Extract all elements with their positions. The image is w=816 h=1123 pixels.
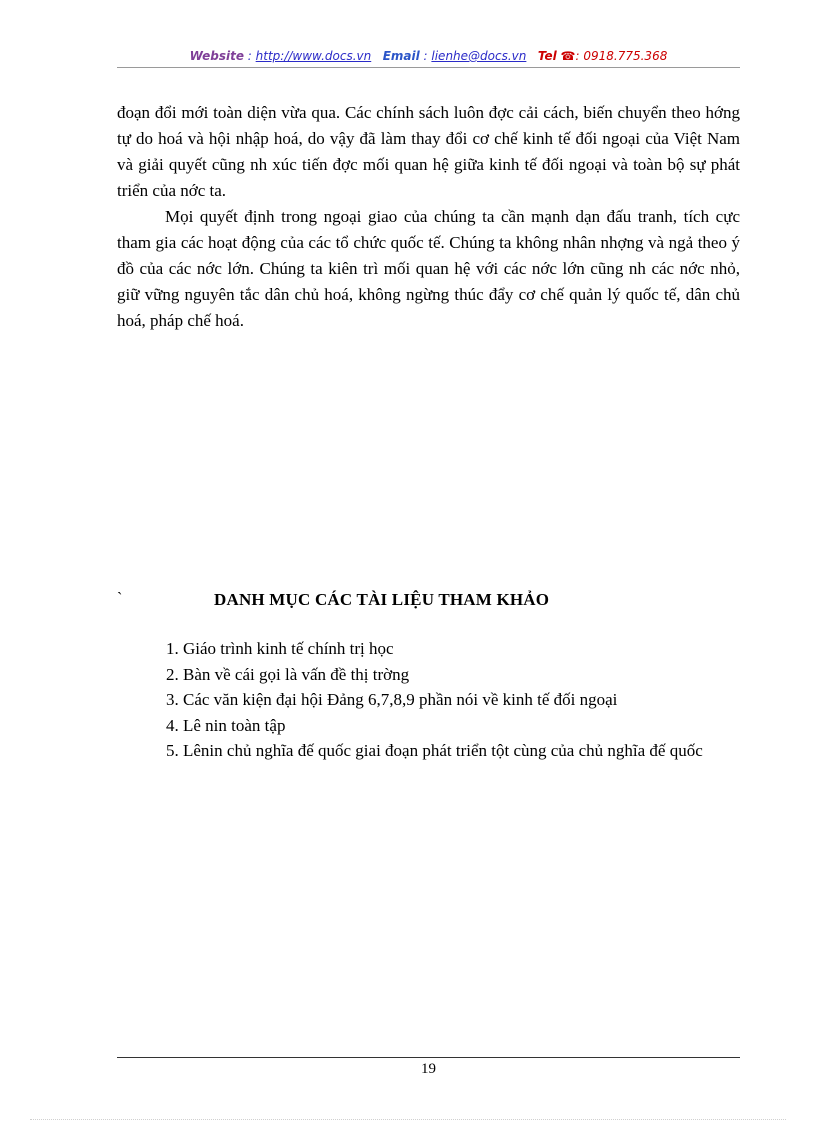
phone-number: : 0918.775.368 xyxy=(575,49,668,63)
reference-item: 5. Lênin chủ nghĩa đế quốc giai đoạn phát triển tột cùng của chủ nghĩa đế quốc xyxy=(166,741,703,761)
tel-label: Tel xyxy=(537,49,557,63)
reference-item: 1. Giáo trình kinh tế chính trị học xyxy=(166,639,394,658)
website-link[interactable]: http://www.docs.vn xyxy=(255,49,372,63)
website-label: Website xyxy=(189,49,244,63)
footer-divider xyxy=(117,1057,740,1058)
body-text xyxy=(117,100,740,334)
reference-item: 2. Bàn về cái gọi là vấn đề thị trờng xyxy=(166,664,410,684)
header-divider xyxy=(117,67,740,68)
reference-item: 4. Lê nin toàn tập xyxy=(166,715,286,735)
website-separator: : xyxy=(243,49,256,63)
paragraph: đoạn đổi mới toàn diện vừa qua. Các chính sách luôn đợc cải cách, biến chuyển theo hớng tự do hoá và hội nhập hoá, do vậy đã làm thay đổi cơ chế kinh tế đối ngoại của Việt Nam và giải quyết cũng nh xúc tiến đợc mối quan hệ giữa kinh tế đối ngoại và toàn bộ sự phát triển của nớc ta. xyxy=(117,103,740,200)
phone-icon: ☎ xyxy=(560,49,576,63)
page-number: 19 xyxy=(421,1061,436,1077)
stray-backtick: ` xyxy=(117,590,123,607)
page-header xyxy=(117,48,740,64)
references-list xyxy=(117,636,740,764)
email-link[interactable]: lienhe@docs.vn xyxy=(431,49,527,63)
references-title: DANH MỤC CÁC TÀI LIỆU THAM KHẢO xyxy=(214,590,550,609)
email-label: Email xyxy=(382,49,420,63)
email-separator: : xyxy=(419,49,432,63)
paragraph: Mọi quyết định trong ngoại giao của chúng ta cần mạnh dạn đấu tranh, tích cực tham gia các hoạt động của các tổ chức quốc tế. Chúng ta không nhân nhợng và ngả theo ý đồ của các nớc lớn. Chúng ta kiên trì mối quan hệ với các nớc lớn cũng nh các nớc nhỏ, giữ vững nguyên tắc dân chủ hoá, không ngừng thúc đẩy cơ chế quản lý quốc tế, dân chủ hoá, pháp chế hoá. xyxy=(117,207,740,330)
page-bottom-border xyxy=(30,1119,786,1120)
reference-item: 3. Các văn kiện đại hội Đảng 6,7,8,9 phần nói về kinh tế đối ngoại xyxy=(166,690,618,710)
